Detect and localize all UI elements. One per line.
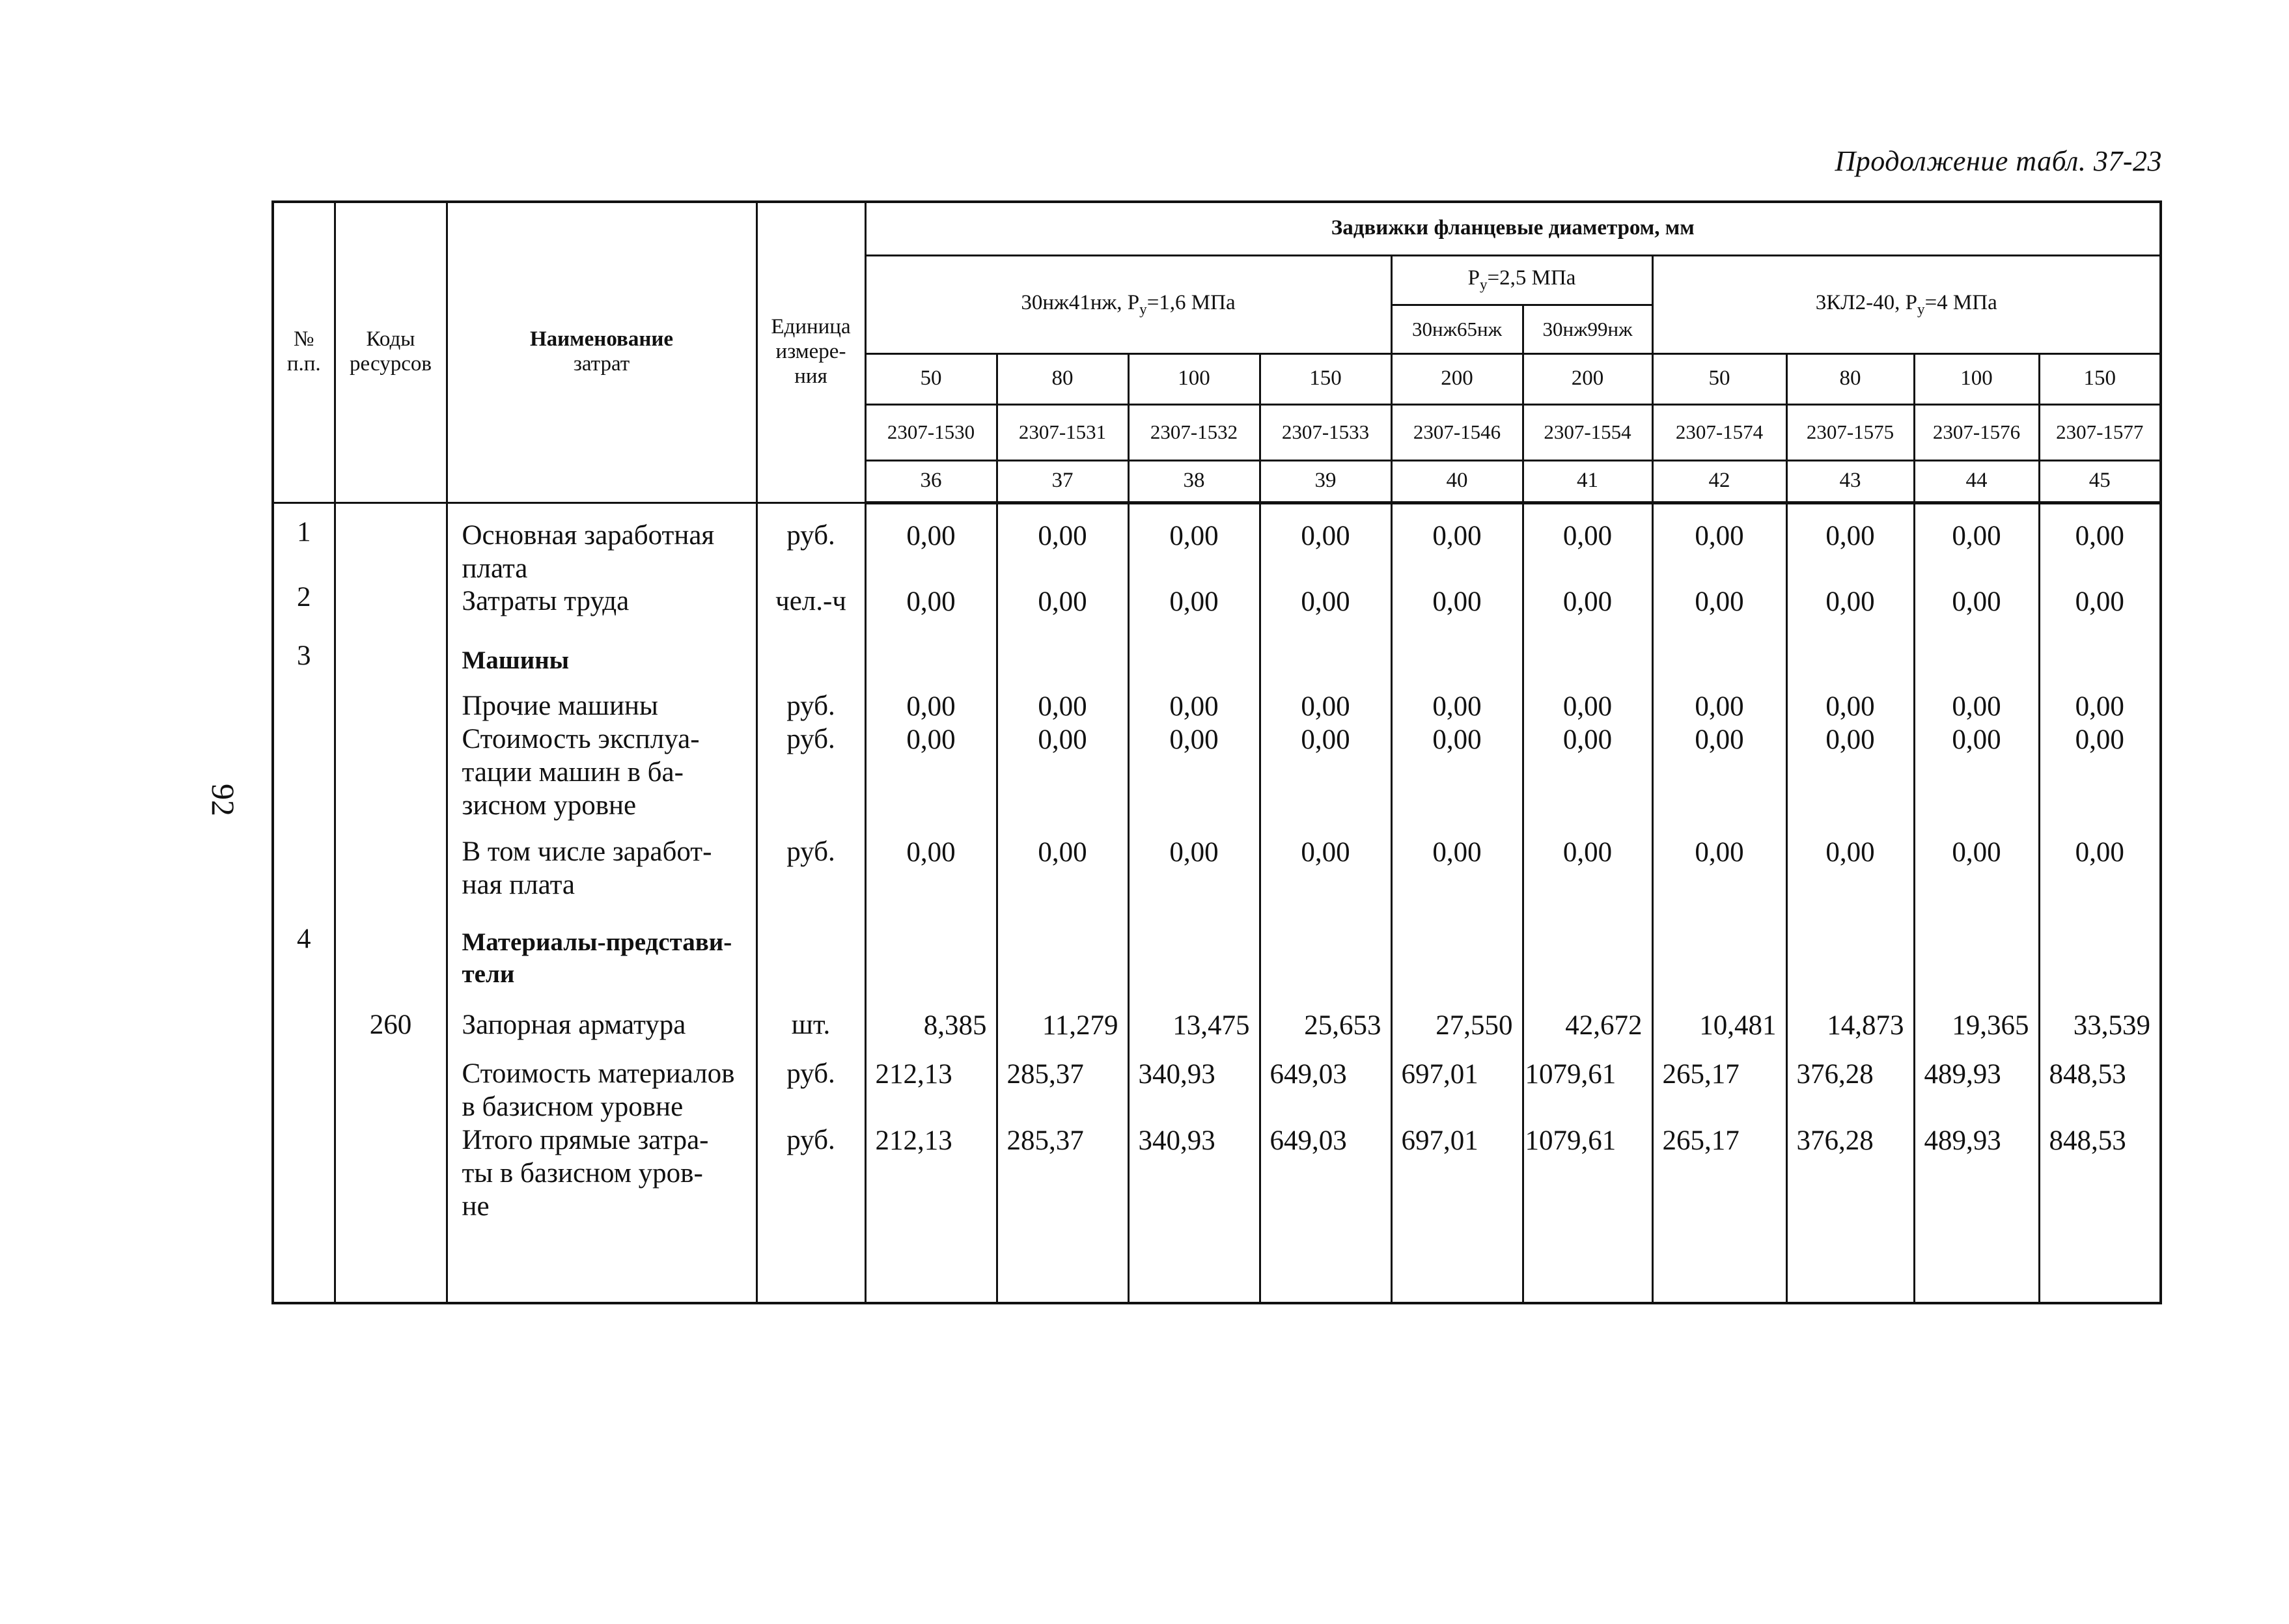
header-group-title: Задвижки фланцевые диаметром, мм [865,202,2161,255]
diameter-cell: 200 [1391,353,1523,404]
value-cell: 265,17 [1662,1058,1740,1090]
row-number: 2 [297,581,311,612]
value-cell: 0,00 [1169,520,1219,551]
value-cell: 376,28 [1796,1125,1874,1156]
value-cell: 285,37 [1006,1058,1084,1090]
section-title-machines: Машины [462,646,570,674]
value-cell: 0,00 [1301,724,1350,755]
cost-name: Затраты труда [462,585,630,616]
diameter-cell: 150 [1260,353,1391,404]
value-cell: 0,00 [1695,520,1744,551]
value-column-41 [1523,502,1652,1303]
unit: руб. [786,723,835,754]
header-sub-a-sub: у [1139,300,1147,318]
column-number-cell: 43 [1786,460,1914,502]
value-column-37 [997,502,1128,1303]
code-cell: 2307-1546 [1391,404,1523,460]
column-number-cell: 42 [1652,460,1786,502]
diameter-cell: 80 [997,353,1128,404]
value-cell: 0,00 [2075,836,2124,868]
unit: руб. [786,519,835,551]
value-cell: 0,00 [1169,724,1219,755]
table-caption: Продолжение табл. 37-23 [1835,145,2162,177]
header-unit-line2: измере- [775,340,846,364]
header-sub-b-text: P [1467,266,1480,290]
cost-table [271,200,2162,1304]
value-cell: 0,00 [2075,520,2124,551]
value-cell: 0,00 [1432,724,1482,755]
codes-column [335,502,447,1303]
cost-name: плата [462,553,528,584]
header-unit [756,202,865,502]
value-cell: 212,13 [875,1058,952,1090]
value-cell: 0,00 [1695,691,1744,722]
value-cell: 0,00 [906,586,956,617]
cost-name: Основная заработная [462,519,715,551]
header-unit-line3: ния [794,365,827,389]
unit: чел.-ч [775,585,846,616]
names-column [447,502,756,1303]
column-number-cell: 41 [1523,460,1652,502]
value-cell: 10,481 [1699,1010,1777,1041]
code-cell: 2307-1577 [2039,404,2161,460]
value-cell: 848,53 [2049,1125,2126,1156]
cost-name: Запорная арматура [462,1009,686,1040]
value-cell: 0,00 [2075,691,2124,722]
value-cell: 11,279 [1042,1010,1118,1041]
header-sub-b-sub: у [1479,276,1488,294]
value-column-43 [1786,502,1914,1303]
code-cell: 2307-1575 [1786,404,1914,460]
code-cell: 2307-1531 [997,404,1128,460]
code-cell: 2307-1554 [1523,404,1652,460]
value-cell: 0,00 [1952,724,2001,755]
value-cell: 697,01 [1401,1058,1478,1090]
value-column-40 [1391,502,1523,1303]
value-cell: 848,53 [2049,1058,2126,1090]
header-unit-line1: Единица [771,315,851,339]
value-column-42 [1652,502,1786,1303]
value-cell: 0,00 [1038,836,1087,868]
header-sub-b2: 30нж99нж [1523,305,1652,353]
column-number-cell: 37 [997,460,1128,502]
value-cell: 33,539 [2073,1010,2151,1041]
header-sub-c-tail: =4 МПа [1924,290,1997,314]
page-number: 92 [205,784,242,816]
value-cell: 25,653 [1304,1010,1381,1041]
value-cell: 0,00 [1952,586,2001,617]
header-num [273,202,335,502]
value-cell: 376,28 [1796,1058,1874,1090]
value-cell: 14,873 [1827,1010,1904,1041]
value-cell: 1079,61 [1525,1058,1616,1090]
column-number-cell: 39 [1260,460,1391,502]
value-cell: 0,00 [1952,836,2001,868]
cost-name: ты в базисном уров- [462,1157,703,1189]
header-sub-b1: 30нж65нж [1391,305,1523,353]
value-cell: 0,00 [1825,586,1875,617]
value-cell: 649,03 [1269,1058,1347,1090]
header-num-line1: № [294,327,314,351]
value-cell: 0,00 [906,836,956,868]
value-cell: 0,00 [1825,724,1875,755]
value-cell: 0,00 [906,520,956,551]
num-column [273,502,335,1303]
diameter-cell: 150 [2039,353,2161,404]
code-cell: 2307-1532 [1128,404,1260,460]
cost-name: в базисном уровне [462,1091,684,1122]
section-title-materials-cont: тели [462,959,515,988]
value-cell: 0,00 [1038,691,1087,722]
value-cell: 212,13 [875,1125,952,1156]
header-sub-c [1652,255,2161,353]
code-cell: 2307-1576 [1914,404,2039,460]
value-cell: 0,00 [1695,586,1744,617]
column-number-cell: 40 [1391,460,1523,502]
cost-name: Итого прямые затра- [462,1124,709,1155]
header-sub-b [1391,255,1652,305]
value-column-36 [865,502,997,1303]
cost-name: Прочие машины [462,690,658,721]
unit: руб. [786,690,835,721]
value-cell: 0,00 [1432,691,1482,722]
section-title-materials: Материалы-представи- [462,928,732,956]
value-cell: 340,93 [1138,1058,1215,1090]
value-cell: 42,672 [1565,1010,1643,1041]
header-sub-a [865,255,1391,353]
cost-name: не [462,1190,490,1222]
value-cell: 0,00 [1301,520,1350,551]
header-name-line1: Наименование [530,327,673,351]
value-cell: 19,365 [1952,1010,2029,1041]
value-column-39 [1260,502,1391,1303]
row-number: 1 [297,516,311,547]
value-cell: 0,00 [1825,520,1875,551]
header-sub-c-sub: у [1917,300,1925,318]
diameter-cell: 100 [1914,353,2039,404]
unit: руб. [786,836,835,867]
value-cell: 0,00 [1562,724,1613,755]
value-cell: 489,93 [1924,1125,2001,1156]
value-cell: 13,475 [1172,1010,1250,1041]
value-cell: 0,00 [1695,836,1744,868]
code-cell: 2307-1574 [1652,404,1786,460]
header-sub-c-text: 3КЛ2-40, P [1815,290,1918,314]
value-cell: 489,93 [1924,1058,2001,1090]
value-cell: 0,00 [1301,691,1350,722]
header-sub-a-tail: =1,6 МПа [1146,290,1236,314]
value-cell: 649,03 [1269,1125,1347,1156]
header-codes-line2: ресурсов [350,352,432,376]
value-cell: 0,00 [906,691,956,722]
unit: руб. [786,1058,835,1089]
table-body [273,502,2161,1303]
header-sub-a-text: 30нж41нж, P [1021,290,1140,314]
value-cell: 265,17 [1662,1125,1740,1156]
cost-name: ная плата [462,869,575,900]
value-cell: 0,00 [2075,586,2124,617]
value-cell: 1079,61 [1525,1125,1616,1156]
unit: шт. [791,1009,831,1040]
unit: руб. [786,1124,835,1155]
cost-name: тации машин в ба- [462,756,684,788]
cost-name: Стоимость эксплуа- [462,723,700,754]
value-cell: 0,00 [1301,586,1350,617]
code-cell: 2307-1530 [865,404,997,460]
value-cell: 0,00 [1562,520,1613,551]
value-cell: 0,00 [1301,836,1350,868]
diameter-cell: 50 [865,353,997,404]
value-cell: 285,37 [1006,1125,1084,1156]
diameter-cell: 80 [1786,353,1914,404]
header-codes-line1: Коды [366,327,415,351]
units-column [756,502,865,1303]
value-cell: 0,00 [1952,520,2001,551]
cost-name: В том числе заработ- [462,836,712,867]
value-cell: 0,00 [1038,586,1087,617]
cost-name: зисном уровне [462,790,637,821]
value-cell: 0,00 [1825,836,1875,868]
value-cell: 0,00 [1432,586,1482,617]
row-number: 3 [297,640,311,671]
header-num-line2: п.п. [286,352,321,376]
value-cell: 0,00 [1038,520,1087,551]
value-cell: 0,00 [1169,586,1219,617]
value-cell: 0,00 [906,724,956,755]
header-sub-b-tail: =2,5 МПа [1487,266,1576,290]
value-cell: 27,550 [1436,1010,1513,1041]
header-codes [335,202,447,502]
value-cell: 0,00 [1038,724,1087,755]
value-cell: 0,00 [1432,836,1482,868]
value-column-45 [2039,502,2161,1303]
cost-name: Стоимость материалов [462,1058,735,1089]
row-number: 4 [297,923,311,954]
value-column-38 [1128,502,1260,1303]
value-cell: 0,00 [1825,691,1875,722]
table-header [273,202,2161,502]
value-cell: 8,385 [923,1010,987,1041]
value-cell: 0,00 [1562,586,1613,617]
diameter-cell: 200 [1523,353,1652,404]
value-cell: 0,00 [1695,724,1744,755]
value-cell: 0,00 [2075,724,2124,755]
value-column-44 [1914,502,2039,1303]
value-cell: 0,00 [1169,836,1219,868]
column-number-cell: 44 [1914,460,2039,502]
value-cell: 0,00 [1432,520,1482,551]
code-cell: 2307-1533 [1260,404,1391,460]
value-cell: 0,00 [1169,691,1219,722]
value-cell: 0,00 [1952,691,2001,722]
column-number-cell: 45 [2039,460,2161,502]
diameter-cell: 50 [1652,353,1786,404]
resource-code: 260 [369,1009,412,1040]
column-number-cell: 38 [1128,460,1260,502]
value-cell: 0,00 [1562,691,1613,722]
column-number-cell: 36 [865,460,997,502]
header-name-line2: затрат [573,352,630,376]
diameter-cell: 100 [1128,353,1260,404]
value-cell: 0,00 [1562,836,1613,868]
value-cell: 697,01 [1401,1125,1478,1156]
header-name [447,202,756,502]
value-cell: 340,93 [1138,1125,1215,1156]
